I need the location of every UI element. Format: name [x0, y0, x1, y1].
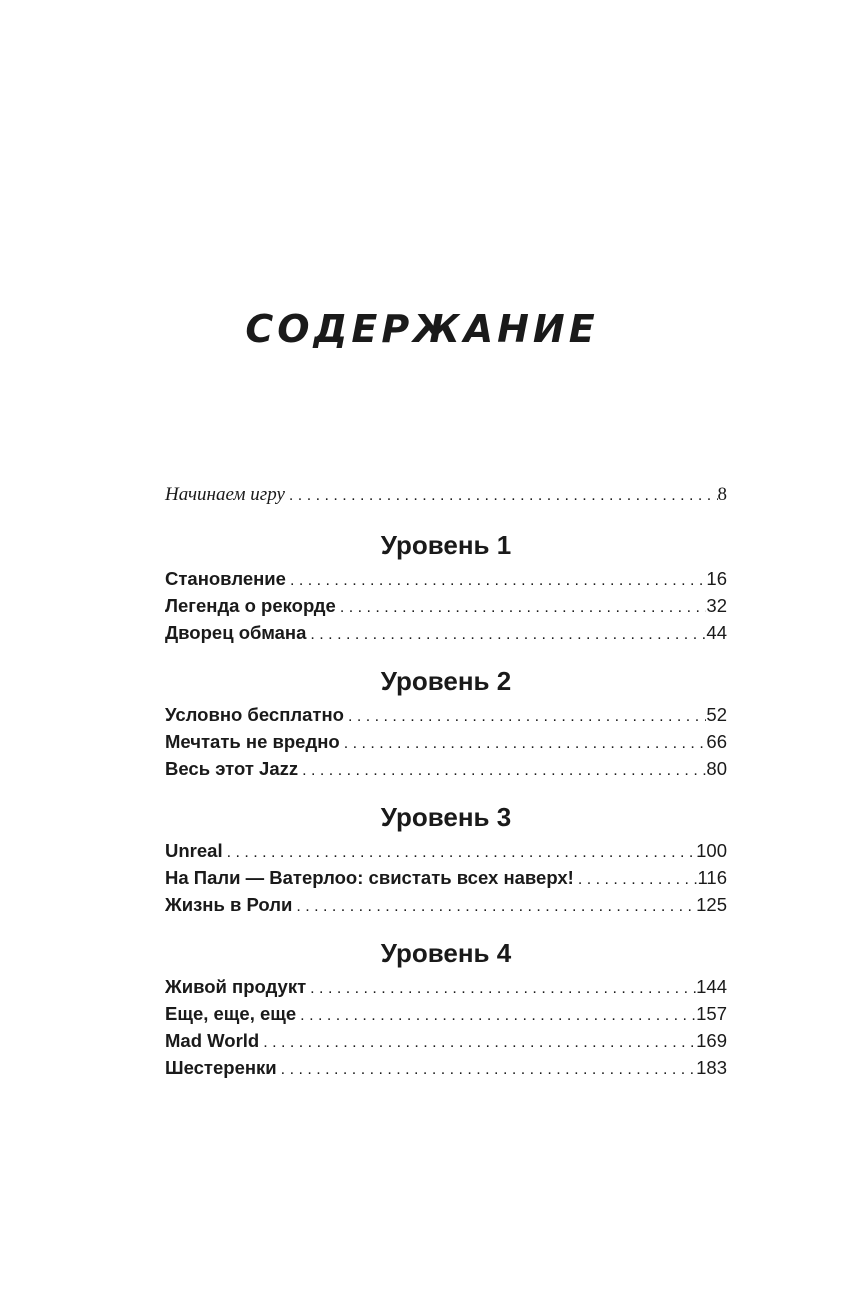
toc-entry-page: 100	[696, 840, 727, 861]
toc-entry-page: 80	[706, 758, 727, 779]
toc-entry-page: 66	[706, 731, 727, 752]
toc-entry-label: Условно бесплатно	[165, 704, 344, 725]
level-heading: Уровень 1	[380, 530, 512, 560]
dot-leader	[285, 481, 718, 511]
level-section-1	[165, 528, 727, 646]
toc-entry-page: 16	[706, 568, 727, 589]
toc-entry-label: Еще, еще, еще	[165, 1003, 297, 1024]
toc-entry-page: 8	[717, 484, 727, 505]
table-of-contents	[165, 480, 727, 1081]
toc-entry[interactable]	[165, 1000, 727, 1027]
dot-leader	[277, 1056, 696, 1083]
dot-leader	[292, 893, 696, 920]
toc-entry-page: 183	[696, 1057, 727, 1078]
toc-entry-page: 52	[706, 704, 727, 725]
toc-entry-label: Легенда о рекорде	[165, 595, 336, 616]
toc-entry-label: Шестеренки	[165, 1057, 277, 1078]
toc-entry-label: Мечтать не вредно	[165, 731, 340, 752]
toc-entry-page: 44	[706, 622, 727, 643]
toc-entry-page: 32	[706, 595, 727, 616]
toc-entry-label: Начинаем игру	[165, 484, 285, 505]
toc-entry[interactable]	[165, 619, 727, 646]
dot-leader	[344, 703, 706, 730]
toc-entry[interactable]	[165, 891, 727, 918]
toc-entry-page: 116	[697, 867, 727, 888]
toc-entry[interactable]	[165, 728, 727, 755]
dot-leader	[296, 1002, 696, 1029]
toc-entry[interactable]	[165, 1027, 727, 1054]
toc-entry-intro[interactable]	[165, 480, 727, 510]
dot-leader	[306, 975, 696, 1002]
toc-entry[interactable]	[165, 864, 727, 891]
level-heading: Уровень 3	[380, 802, 512, 832]
toc-entry-label: На Пали — Ватерлоо: свистать всех наверх!	[165, 867, 574, 888]
toc-entry-page: 169	[696, 1030, 727, 1051]
level-section-3	[165, 800, 727, 918]
toc-entry-page: 144	[696, 976, 727, 997]
toc-entry-label: Становление	[165, 568, 286, 589]
dot-leader	[306, 621, 706, 648]
toc-entry[interactable]	[165, 837, 727, 864]
toc-entry[interactable]	[165, 565, 727, 592]
dot-leader	[340, 730, 707, 757]
toc-entry-page: 125	[696, 894, 727, 915]
toc-entry[interactable]	[165, 592, 727, 619]
toc-entry[interactable]	[165, 1054, 727, 1081]
dot-leader	[298, 757, 706, 784]
toc-entry-page: 157	[696, 1003, 727, 1024]
dot-leader	[259, 1029, 696, 1056]
level-section-2	[165, 664, 727, 782]
toc-entry-label: Unreal	[165, 840, 223, 861]
toc-entry-label: Mad World	[165, 1030, 260, 1051]
dot-leader	[286, 567, 706, 594]
dot-leader	[574, 866, 698, 893]
dot-leader	[223, 839, 697, 866]
toc-entry[interactable]	[165, 755, 727, 782]
toc-entry-label: Весь этот Jazz	[165, 758, 299, 779]
toc-entry[interactable]	[165, 973, 727, 1000]
toc-entry-label: Жизнь в Роли	[165, 894, 293, 915]
level-heading: Уровень 2	[380, 666, 512, 696]
level-section-4	[165, 936, 727, 1081]
dot-leader	[336, 594, 707, 621]
toc-entry-label: Живой продукт	[165, 976, 307, 997]
level-heading: Уровень 4	[380, 938, 512, 968]
toc-entry[interactable]	[165, 701, 727, 728]
page-title: СОДЕРЖАНИЕ	[245, 307, 599, 351]
toc-entry-label: Дворец обмана	[165, 622, 307, 643]
